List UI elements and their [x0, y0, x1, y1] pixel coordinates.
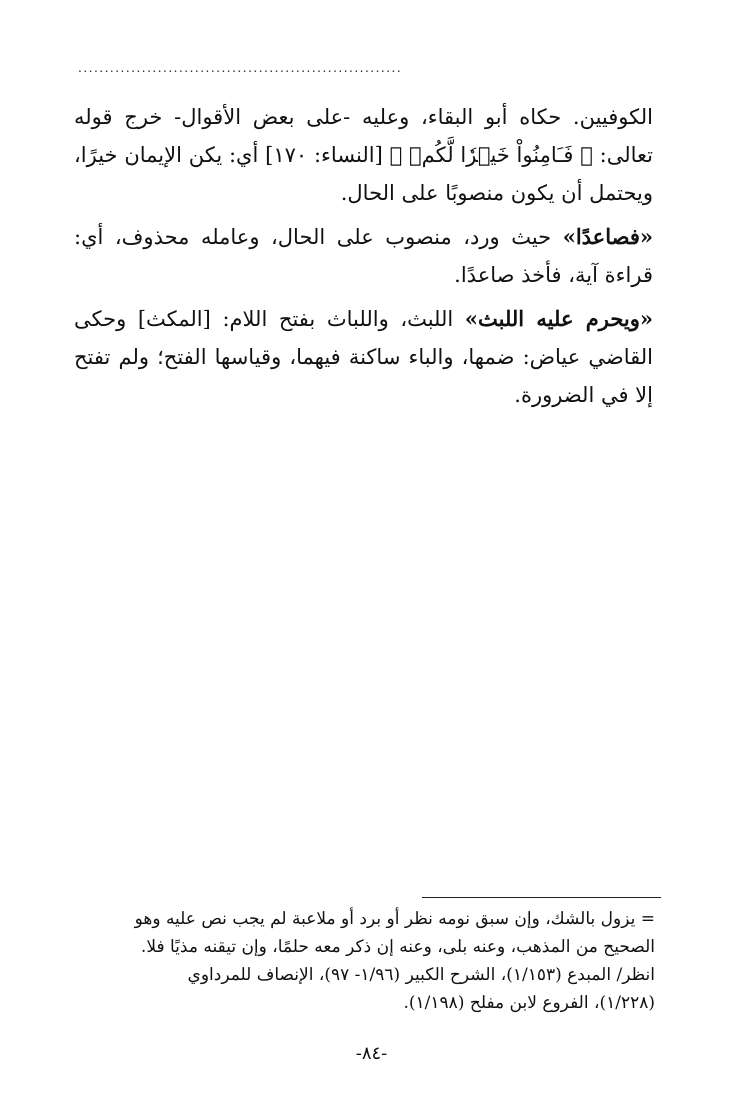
footnote-line: (١/٢٢٨)، الفروع لابن مفلح (١/١٩٨).	[403, 993, 655, 1013]
verse-reference: [النساء: ١٧٠]	[265, 143, 383, 167]
footnote-line: انظر/ المبدع (١/١٥٣)، الشرح الكبير (١/٩٦- ٩٧)، الإنصاف للمرداوي	[187, 965, 655, 985]
header-dotted-rule: .............................................................	[78, 64, 403, 72]
footnote-line: الصحيح من المذهب، وعنه بلى، وعنه إن ذكر معه حلمًا، وإن تيقنه مذيًا فلا.	[140, 937, 655, 957]
paragraph-kufiyin	[74, 98, 653, 212]
paragraph-text: أي: يكن الإيمان خيرًا، ويحتمل أن يكون منصوبًا على الحال.	[74, 143, 653, 205]
footnote	[78, 905, 655, 1017]
page-number: -٨٤-	[355, 1043, 388, 1064]
entry-text: حيث ورد، منصوب على الحال، وعامله محذوف، أي: قراءة آية، فأخذ صاعدًا.	[74, 225, 653, 287]
paragraph-saidan	[74, 218, 653, 294]
paragraph-allubth	[74, 300, 653, 414]
footnote-divider	[422, 897, 661, 898]
entry-term: «ويحرم عليه اللبث»	[464, 306, 653, 331]
footnote-line: = يزول بالشك، وإن سبق نومه نظر أو برد أو ملاعبة لم يجب نص عليه وهو	[134, 909, 655, 929]
entry-term: «فصاعدًا»	[562, 224, 653, 249]
paragraph-text: الكوفيين. حكاه أبو البقاء، وعليه -على بعض الأقوال- خرج قوله تعالى:	[74, 105, 653, 167]
main-text	[74, 98, 653, 420]
entry-text: اللبث، واللباث بفتح اللام: [المكث] وحكى القاضي عياض: ضمها، والباء ساكنة فيهما، وقياسها الفتح؛ ولم تفتح إلا في الضرورة.	[74, 307, 653, 407]
quran-verse: ﴿ فَـَامِنُواْ خَيۡرٗا لَّكُمۡ ﴾	[389, 143, 593, 167]
